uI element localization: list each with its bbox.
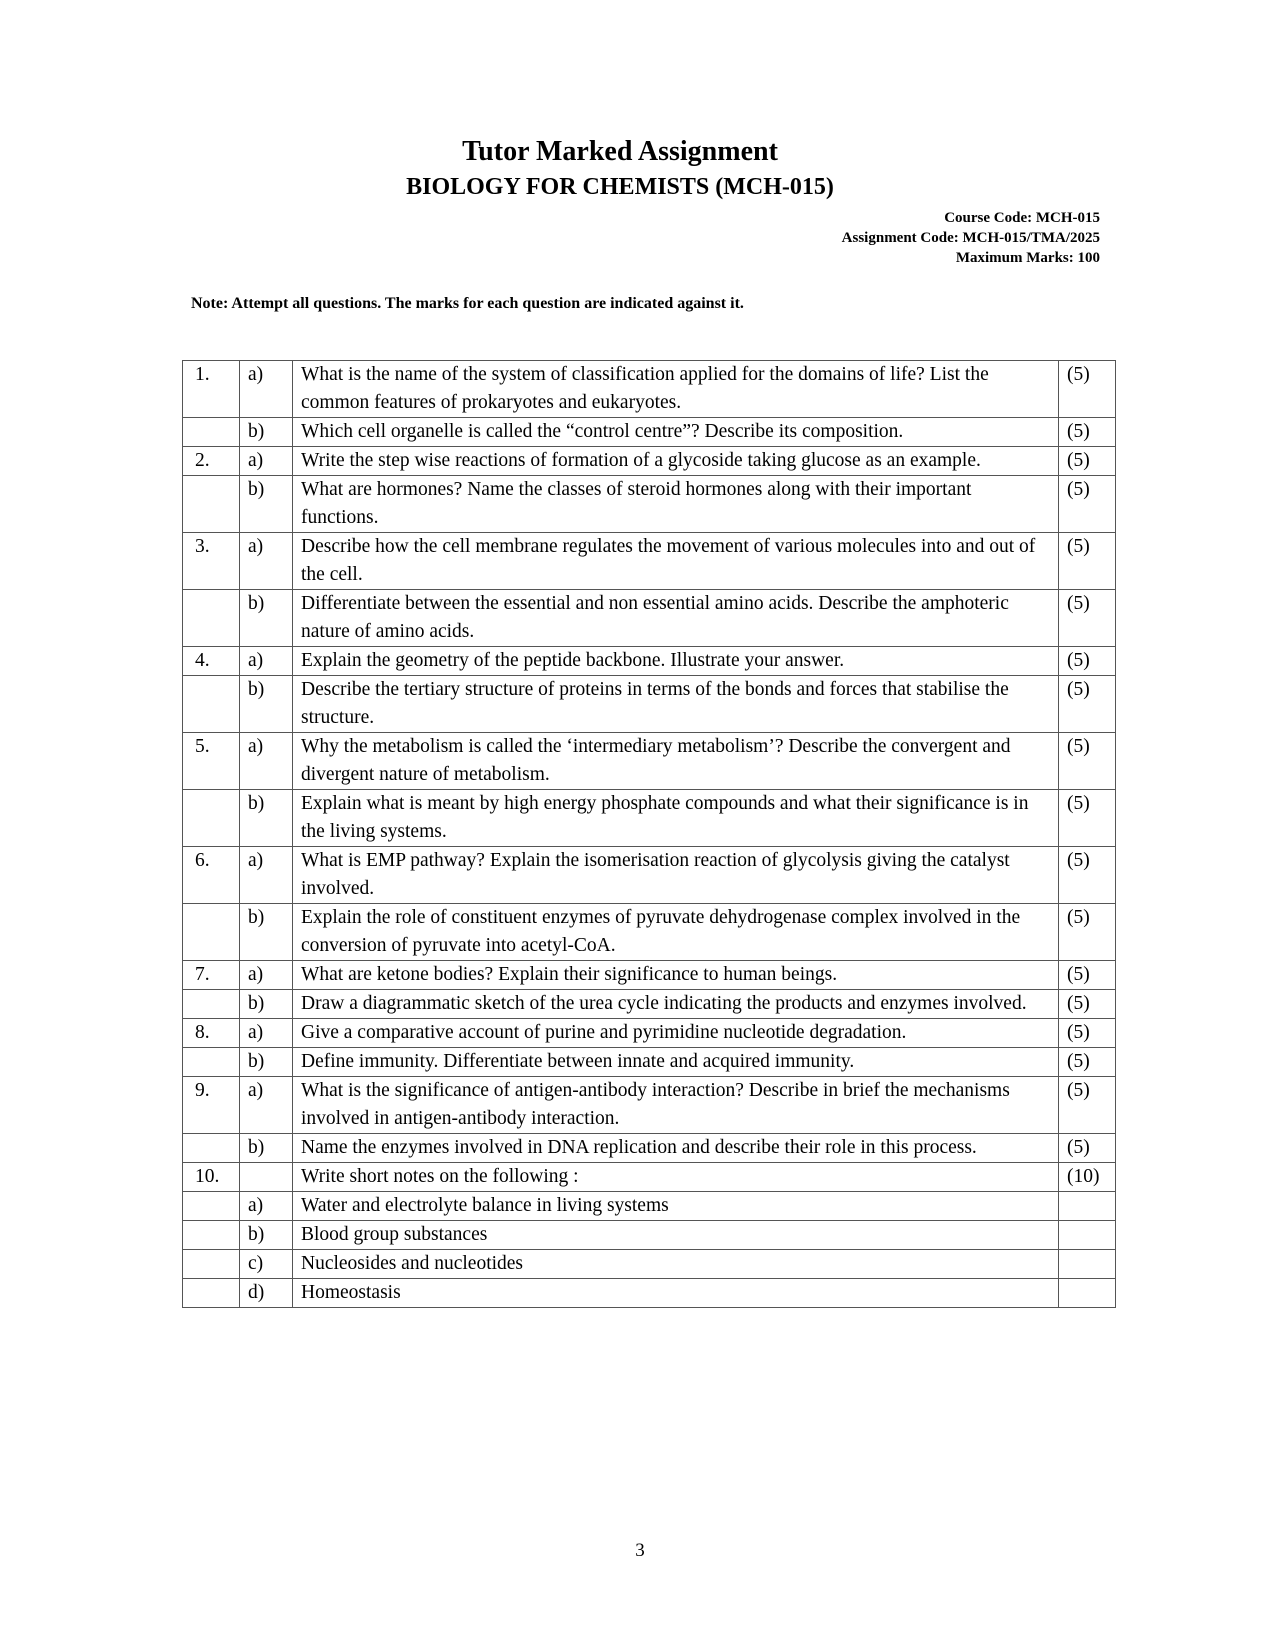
question-row (183, 1077, 1116, 1134)
question-number (183, 1250, 240, 1279)
question-text: Homeostasis (293, 1279, 1059, 1308)
sub-question-label: b) (240, 990, 293, 1019)
question-number: 8. (183, 1019, 240, 1048)
sub-question-label: b) (240, 1048, 293, 1077)
question-number (183, 790, 240, 847)
question-row (183, 533, 1116, 590)
question-row (183, 1279, 1116, 1308)
question-text: Nucleosides and nucleotides (293, 1250, 1059, 1279)
question-text: Describe the tertiary structure of proteins in terms of the bonds and forces that stabilise the structure. (293, 676, 1059, 733)
question-text: Differentiate between the essential and non essential amino acids. Describe the amphoteric nature of amino acids. (293, 590, 1059, 647)
questions-table (182, 360, 1116, 1308)
question-text: Name the enzymes involved in DNA replication and describe their role in this process. (293, 1134, 1059, 1163)
question-marks (1059, 1221, 1116, 1250)
question-text: What are ketone bodies? Explain their significance to human beings. (293, 961, 1059, 990)
question-marks: (5) (1059, 790, 1116, 847)
question-marks: (5) (1059, 1134, 1116, 1163)
question-number: 10. (183, 1163, 240, 1192)
question-number (183, 476, 240, 533)
question-marks (1059, 1192, 1116, 1221)
question-row (183, 847, 1116, 904)
sub-question-label: a) (240, 961, 293, 990)
question-number (183, 904, 240, 961)
question-marks: (5) (1059, 733, 1116, 790)
question-number (183, 1192, 240, 1221)
question-row (183, 733, 1116, 790)
question-number (183, 418, 240, 447)
question-number: 3. (183, 533, 240, 590)
sub-question-label: c) (240, 1250, 293, 1279)
question-marks: (5) (1059, 647, 1116, 676)
question-marks: (5) (1059, 990, 1116, 1019)
question-text: What is the name of the system of classification applied for the domains of life? List the common features of prokaryotes and eukaryotes. (293, 361, 1059, 418)
question-marks: (5) (1059, 676, 1116, 733)
question-row (183, 1163, 1116, 1192)
question-row (183, 790, 1116, 847)
question-row (183, 590, 1116, 647)
course-code: Course Code: MCH-015 (944, 210, 1100, 226)
assignment-code: Assignment Code: MCH-015/TMA/2025 (841, 230, 1100, 246)
course-title: BIOLOGY FOR CHEMISTS (MCH-015) (406, 174, 834, 200)
question-text: What is EMP pathway? Explain the isomerisation reaction of glycolysis giving the catalyst involved. (293, 847, 1059, 904)
question-number (183, 1279, 240, 1308)
sub-question-label: a) (240, 647, 293, 676)
question-row (183, 1250, 1116, 1279)
question-text: Explain the role of constituent enzymes of pyruvate dehydrogenase complex involved in the conversion of pyruvate into acetyl-CoA. (293, 904, 1059, 961)
sub-question-label: a) (240, 733, 293, 790)
sub-question-label: a) (240, 1077, 293, 1134)
question-text: Explain the geometry of the peptide backbone. Illustrate your answer. (293, 647, 1059, 676)
question-row (183, 418, 1116, 447)
question-marks: (5) (1059, 533, 1116, 590)
assignment-codes (842, 208, 1100, 268)
question-number: 2. (183, 447, 240, 476)
question-marks: (10) (1059, 1163, 1116, 1192)
question-marks: (5) (1059, 961, 1116, 990)
question-number: 1. (183, 361, 240, 418)
page-number: 3 (635, 1540, 645, 1561)
question-text: Write the step wise reactions of formation of a glycoside taking glucose as an example. (293, 447, 1059, 476)
sub-question-label: d) (240, 1279, 293, 1308)
question-number: 7. (183, 961, 240, 990)
question-number: 9. (183, 1077, 240, 1134)
sub-question-label: b) (240, 476, 293, 533)
question-marks: (5) (1059, 476, 1116, 533)
sub-question-label: b) (240, 1221, 293, 1250)
question-text: What are hormones? Name the classes of steroid hormones along with their important functions. (293, 476, 1059, 533)
question-row (183, 676, 1116, 733)
sub-question-label: b) (240, 904, 293, 961)
question-row (183, 1221, 1116, 1250)
sub-question-label: b) (240, 676, 293, 733)
question-marks: (5) (1059, 1019, 1116, 1048)
document-title: Tutor Marked Assignment (462, 136, 778, 167)
question-row (183, 961, 1116, 990)
question-row (183, 1192, 1116, 1221)
question-marks: (5) (1059, 447, 1116, 476)
question-text: Why the metabolism is called the ‘intermediary metabolism’? Describe the convergent and divergent nature of metabolism. (293, 733, 1059, 790)
question-text: Write short notes on the following : (293, 1163, 1059, 1192)
question-row (183, 361, 1116, 418)
question-marks (1059, 1250, 1116, 1279)
question-text: Draw a diagrammatic sketch of the urea cycle indicating the products and enzymes involved. (293, 990, 1059, 1019)
question-row (183, 647, 1116, 676)
question-text: Which cell organelle is called the “control centre”? Describe its composition. (293, 418, 1059, 447)
sub-question-label: a) (240, 361, 293, 418)
sub-question-label: a) (240, 1192, 293, 1221)
sub-question-label: b) (240, 790, 293, 847)
sub-question-label: b) (240, 1134, 293, 1163)
question-marks: (5) (1059, 847, 1116, 904)
maximum-marks: Maximum Marks: 100 (955, 250, 1100, 266)
question-row (183, 904, 1116, 961)
question-number (183, 676, 240, 733)
sub-question-label: b) (240, 590, 293, 647)
question-text: What is the significance of antigen-antibody interaction? Describe in brief the mechanisms involved in antigen-antibody interaction. (293, 1077, 1059, 1134)
question-row (183, 1048, 1116, 1077)
sub-question-label: a) (240, 533, 293, 590)
instructions-note: Note: Attempt all questions. The marks for each question are indicated against it. (191, 295, 744, 312)
question-row (183, 1019, 1116, 1048)
question-marks: (5) (1059, 590, 1116, 647)
question-marks: (5) (1059, 361, 1116, 418)
question-text: Describe how the cell membrane regulates the movement of various molecules into and out of the cell. (293, 533, 1059, 590)
question-marks: (5) (1059, 1048, 1116, 1077)
question-number (183, 590, 240, 647)
sub-question-label: b) (240, 418, 293, 447)
question-number: 4. (183, 647, 240, 676)
question-text: Define immunity. Differentiate between innate and acquired immunity. (293, 1048, 1059, 1077)
sub-question-label: a) (240, 447, 293, 476)
sub-question-label: a) (240, 1019, 293, 1048)
question-row (183, 447, 1116, 476)
question-text: Blood group substances (293, 1221, 1059, 1250)
question-marks (1059, 1279, 1116, 1308)
question-text: Give a comparative account of purine and pyrimidine nucleotide degradation. (293, 1019, 1059, 1048)
question-number (183, 1221, 240, 1250)
question-marks: (5) (1059, 904, 1116, 961)
sub-question-label (240, 1163, 293, 1192)
question-marks: (5) (1059, 1077, 1116, 1134)
question-row (183, 476, 1116, 533)
question-text: Explain what is meant by high energy phosphate compounds and what their significance is in the living systems. (293, 790, 1059, 847)
question-row (183, 1134, 1116, 1163)
question-number: 5. (183, 733, 240, 790)
sub-question-label: a) (240, 847, 293, 904)
question-marks: (5) (1059, 418, 1116, 447)
question-number (183, 1134, 240, 1163)
question-row (183, 990, 1116, 1019)
question-number (183, 990, 240, 1019)
question-number: 6. (183, 847, 240, 904)
question-number (183, 1048, 240, 1077)
question-text: Water and electrolyte balance in living systems (293, 1192, 1059, 1221)
